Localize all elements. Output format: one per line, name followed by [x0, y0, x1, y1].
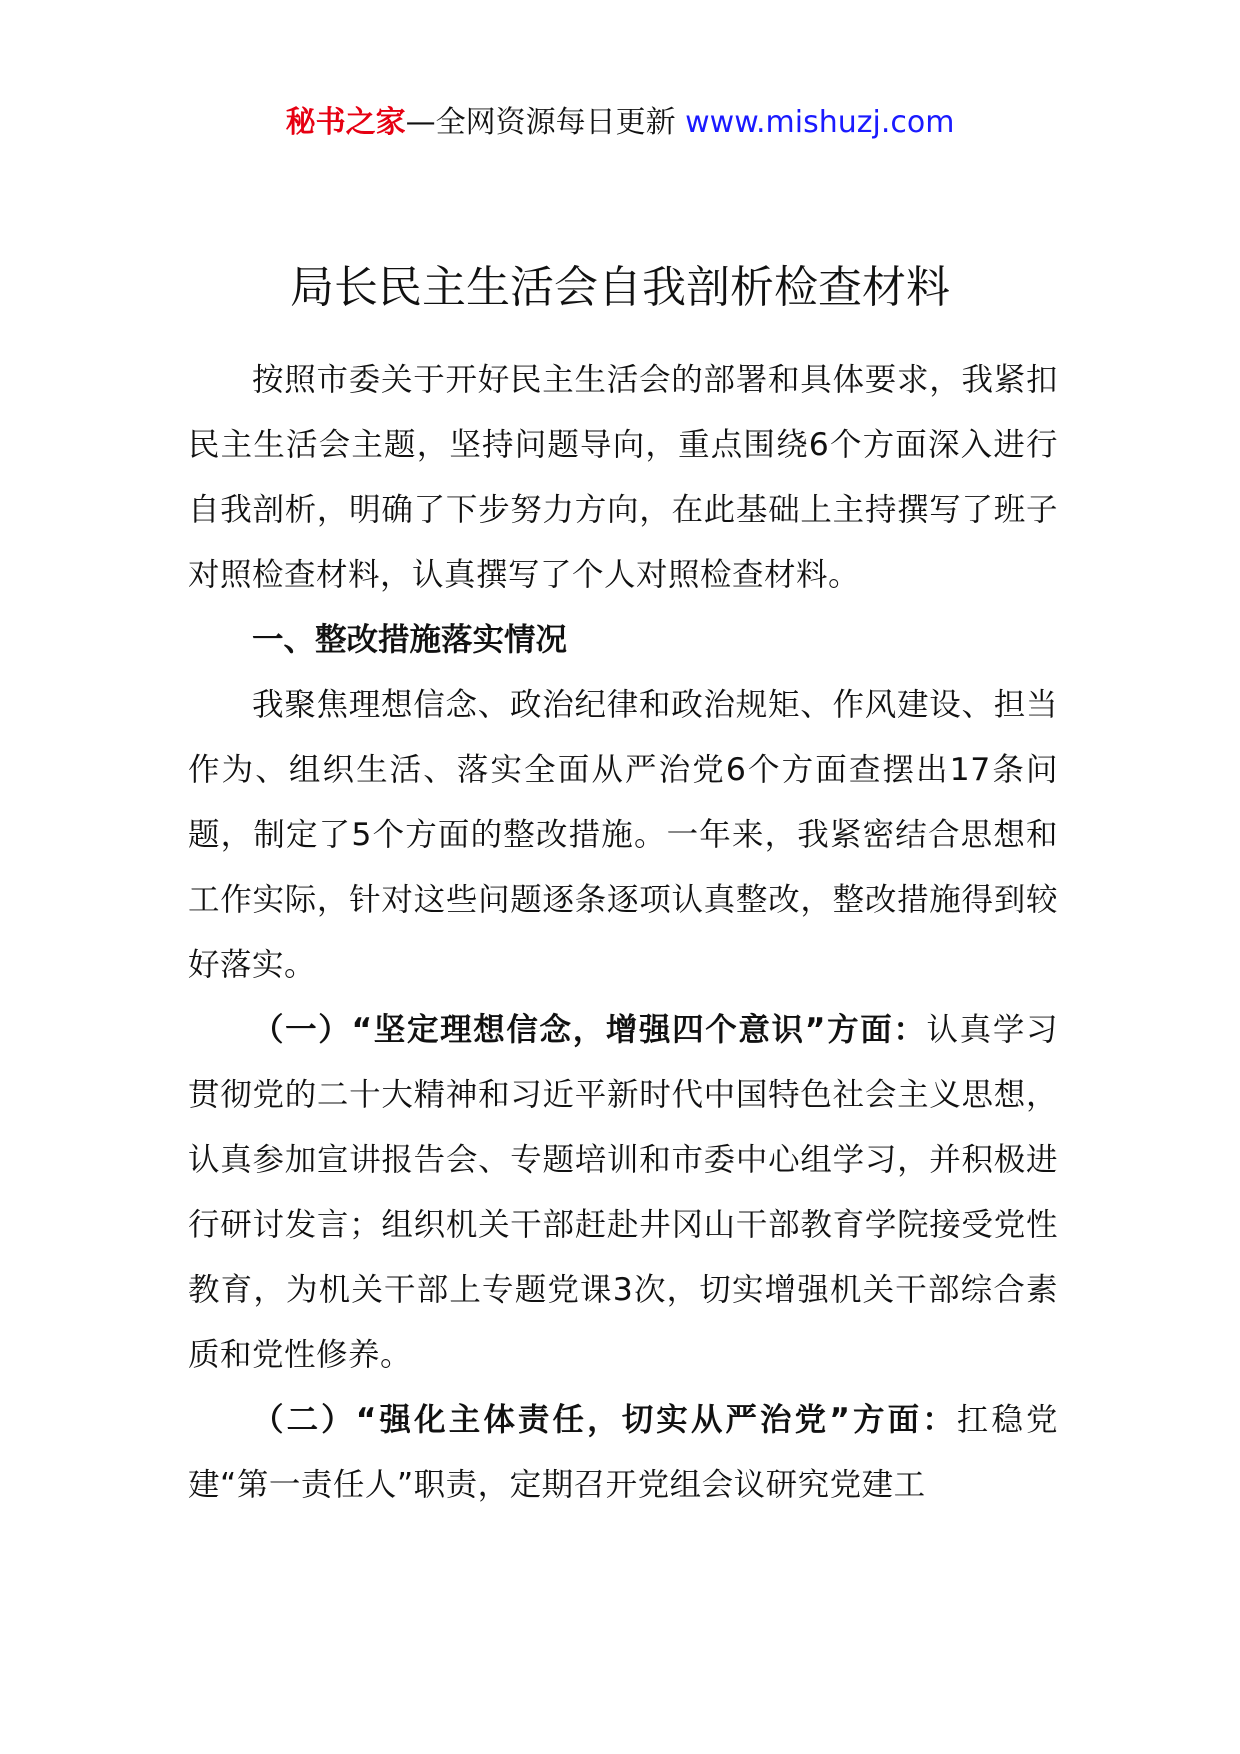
item-heading-2: （二）“强化主体责任，切实从严治党”方面：: [252, 1402, 957, 1438]
section-heading: 一、整改措施落实情况: [252, 622, 568, 658]
site-url[interactable]: www.mishuzj.com: [685, 105, 955, 140]
site-tagline: —全网资源每日更新: [405, 105, 686, 140]
item-heading-1: （一）“坚定理想信念，增强四个意识”方面：: [252, 1012, 927, 1048]
item-paragraph-2: [188, 1388, 1058, 1518]
site-brand: 秘书之家: [285, 105, 406, 140]
item-text-2: 扛稳党建“第一责任人”职责，定期召开党组会议研究党建工: [188, 1402, 1058, 1503]
document-title: 局长民主生活会自我剖析检查材料: [290, 262, 950, 313]
item-paragraph-1: [188, 998, 1058, 1388]
section-summary-paragraph: 我聚焦理想信念、政治纪律和政治规矩、作风建设、担当作为、组织生活、落实全面从严治党6个方面查摆出17条问题，制定了5个方面的整改措施。一年来，我紧密结合思想和工作实际，针对这些问题逐条逐项认真整改，整改措施得到较好落实。: [188, 687, 1058, 983]
site-header: [0, 100, 1240, 146]
item-text-1: 认真学习贯彻党的二十大精神和习近平新时代中国特色社会主义思想，认真参加宣讲报告会、专题培训和市委中心组学习，并积极进行研讨发言；组织机关干部赶赴井冈山干部教育学院接受党性教育，为机关干部上专题党课3次，切实增强机关干部综合素质和党性修养。: [188, 1012, 1058, 1373]
document-body: [188, 348, 1058, 1518]
intro-paragraph: 按照市委关于开好民主生活会的部署和具体要求，我紧扣民主生活会主题，坚持问题导向，重点围绕6个方面深入进行自我剖析，明确了下步努力方向，在此基础上主持撰写了班子对照检查材料，认真撰写了个人对照检查材料。: [188, 362, 1058, 593]
